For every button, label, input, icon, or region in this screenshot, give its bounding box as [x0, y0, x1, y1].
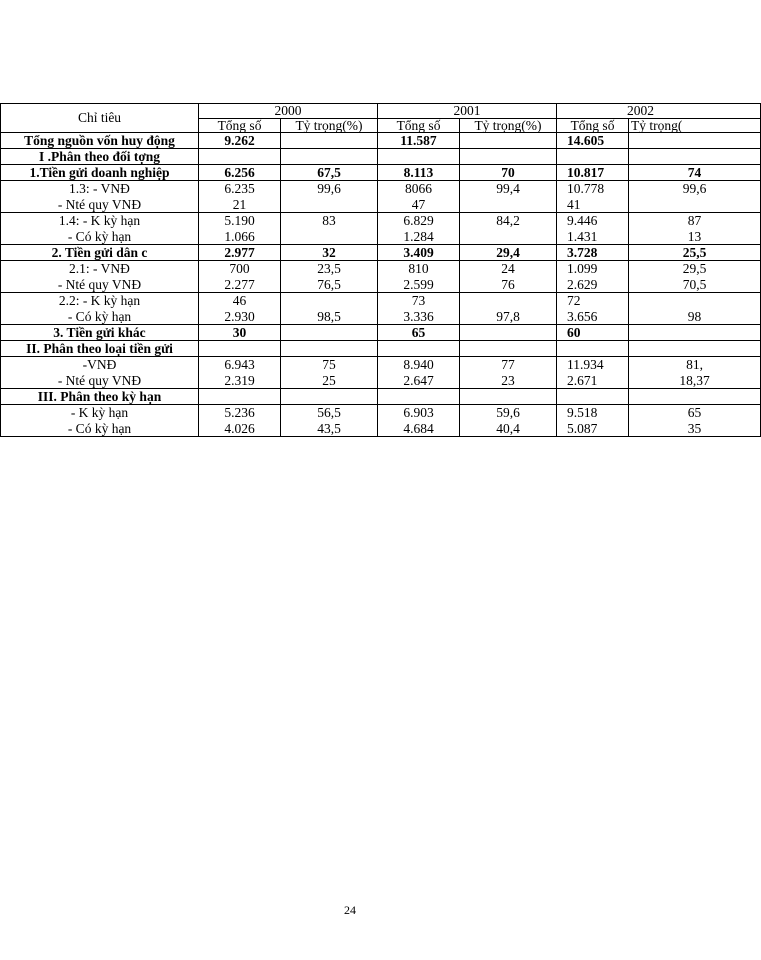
row-label: III. Phân theo kỳ hạn: [37, 389, 162, 404]
total-2002-value: 2.671: [567, 373, 598, 388]
page-number: 24: [344, 903, 356, 917]
share-2002-cell: [629, 357, 761, 389]
share-2002-cell: [629, 181, 761, 213]
row-label: -VNĐ: [82, 357, 117, 372]
share-2002-value: [631, 389, 758, 404]
total-2001-value: 8.113: [403, 165, 434, 180]
share-2000-value: 23,5: [317, 261, 341, 276]
row-label-cell: [1, 245, 199, 261]
total-2002-value: 9.518: [567, 405, 598, 420]
total-2001-cell: [378, 389, 460, 405]
row-label-cell: [1, 149, 199, 165]
share-2001-value: [462, 229, 554, 244]
share-2002-value: 13: [687, 229, 702, 244]
total-2000-value: 30: [232, 325, 247, 340]
share-2001-cell: [460, 181, 557, 213]
share-2002-cell: [629, 133, 761, 149]
total-2002-value: 14.605: [567, 133, 605, 148]
share-2002-cell: [629, 245, 761, 261]
total-2000-value: 700: [229, 261, 250, 276]
row-label: 2. Tiền gửi dân c: [51, 245, 148, 260]
row-label: 1.3: - VNĐ: [69, 181, 130, 196]
share-2000-cell: [281, 133, 378, 149]
total-2002-value: [567, 389, 626, 404]
share-2000-cell: [281, 325, 378, 341]
row-label: - Nté quy VNĐ: [57, 277, 142, 292]
total-2002-cell: [557, 181, 629, 213]
table-row: [1, 405, 761, 437]
share-2000-cell: [281, 245, 378, 261]
total-2000-value: 5.236: [224, 405, 255, 420]
total-2001-value: 65: [411, 325, 426, 340]
share-2002-value: 65: [687, 405, 702, 420]
total-2002-value: 3.728: [567, 245, 598, 260]
total-2000-value: 4.026: [224, 421, 255, 436]
total-2000-value: 2.930: [224, 309, 255, 324]
share-2002-cell: [629, 293, 761, 325]
total-2002-value: 5.087: [567, 421, 598, 436]
row-label: 2.2: - K kỳ hạn: [58, 293, 141, 308]
share-2001-value: [462, 197, 554, 212]
share-2001-value: 77: [501, 357, 515, 372]
share-2000-cell: [281, 405, 378, 437]
share-2001-value: [462, 149, 554, 164]
share-2002-value: 74: [687, 165, 702, 180]
share-2001-cell: [460, 213, 557, 245]
row-label: 1.4: - K kỳ hạn: [58, 213, 141, 228]
share-2000-value: [283, 197, 375, 212]
share-2001-value: 59,6: [496, 405, 520, 420]
total-2002-value: 10.778: [567, 181, 605, 196]
total-2000-cell: [199, 261, 281, 293]
share-2000-value: [283, 293, 375, 308]
total-2001-value: 3.336: [403, 309, 434, 324]
share-2000-cell: [281, 165, 378, 181]
total-2002-cell: [557, 245, 629, 261]
share-2001-cell: [460, 149, 557, 165]
table-row: [1, 149, 761, 165]
share-2000-cell: [281, 213, 378, 245]
row-label-cell: [1, 389, 199, 405]
table-row: [1, 261, 761, 293]
total-2002-value: 3.656: [567, 309, 598, 324]
total-2001-value: 2.647: [403, 373, 434, 388]
share-2002-value: [631, 133, 758, 148]
total-2001-value: 6.903: [403, 405, 434, 420]
total-2001-cell: [378, 293, 460, 325]
table-row: [1, 293, 761, 325]
total-2002-value: 10.817: [567, 165, 605, 180]
total-2000-cell: [199, 341, 281, 357]
row-label-cell: [1, 341, 199, 357]
table-row: [1, 245, 761, 261]
total-2002-cell: [557, 293, 629, 325]
share-2001-cell: [460, 325, 557, 341]
table-row: [1, 133, 761, 149]
total-2002-value: 2.629: [567, 277, 598, 292]
total-2001-cell: [378, 405, 460, 437]
total-2001-value: 11.587: [400, 133, 437, 148]
row-label: 1.Tiền gửi doanh nghiệp: [29, 165, 170, 180]
share-2001-value: [462, 325, 554, 340]
share-2001-value: [462, 133, 554, 148]
year-2001-header: 2001: [378, 104, 557, 119]
total-2002-cell: [557, 149, 629, 165]
share-header-2001: Tỷ trọng(%): [460, 118, 557, 133]
share-2001-cell: [460, 165, 557, 181]
share-2001-value: 24: [501, 261, 515, 276]
share-2001-value: 97,8: [496, 309, 520, 324]
total-header-2002: Tổng số: [557, 118, 629, 133]
total-2000-cell: [199, 405, 281, 437]
row-label-cell: [1, 165, 199, 181]
row-label: 3. Tiền gửi khác: [53, 325, 146, 340]
share-2002-value: [631, 325, 758, 340]
total-2002-cell: [557, 213, 629, 245]
share-header-2002: Tỷ trọng(: [629, 118, 761, 133]
total-2000-value: [201, 149, 278, 164]
total-2001-cell: [378, 149, 460, 165]
total-2002-value: [567, 341, 626, 356]
total-2000-cell: [199, 325, 281, 341]
share-2002-cell: [629, 341, 761, 357]
total-2002-value: 60: [567, 325, 581, 340]
total-2001-cell: [378, 181, 460, 213]
total-2000-cell: [199, 293, 281, 325]
share-2001-value: 76: [501, 277, 515, 292]
total-2000-cell: [199, 389, 281, 405]
share-2002-value: 70,5: [682, 277, 707, 292]
share-2001-cell: [460, 245, 557, 261]
share-2001-cell: [460, 133, 557, 149]
total-2002-cell: [557, 341, 629, 357]
share-2002-cell: [629, 405, 761, 437]
total-2001-value: 810: [408, 261, 429, 276]
share-2001-value: [462, 293, 554, 308]
total-2000-value: 1.066: [224, 229, 255, 244]
share-2000-value: 25: [322, 373, 336, 388]
row-label-cell: [1, 357, 199, 389]
total-2000-cell: [199, 165, 281, 181]
total-2001-value: 8.940: [403, 357, 434, 372]
share-2000-cell: [281, 181, 378, 213]
share-2000-cell: [281, 149, 378, 165]
share-2002-value: 29,5: [682, 261, 707, 276]
total-2002-cell: [557, 261, 629, 293]
row-label: Tổng nguồn vốn huy động: [24, 133, 175, 148]
year-2002-header: 2002: [557, 104, 761, 119]
total-2001-value: 8066: [405, 181, 432, 196]
total-2000-value: 9.262: [224, 133, 255, 148]
total-2002-cell: [557, 405, 629, 437]
total-2001-value: 1.284: [403, 229, 434, 244]
total-2001-cell: [378, 341, 460, 357]
share-2002-value: 99,6: [682, 181, 707, 196]
share-2000-cell: [281, 341, 378, 357]
share-2002-value: 25,5: [682, 245, 707, 260]
share-2000-value: 83: [322, 213, 336, 228]
share-2001-value: [462, 389, 554, 404]
total-2001-cell: [378, 357, 460, 389]
total-2000-value: 2.977: [224, 245, 255, 260]
share-2000-cell: [281, 357, 378, 389]
total-header-2001: Tổng số: [378, 118, 460, 133]
total-2000-value: 2.277: [224, 277, 255, 292]
total-2001-value: 3.409: [403, 245, 434, 260]
row-label: - Nté quy VNĐ: [57, 373, 142, 388]
row-label: II. Phân theo loại tiền gửi: [26, 341, 173, 356]
total-2000-value: 6.256: [224, 165, 255, 180]
total-2000-value: 6.235: [224, 181, 255, 196]
header-row-years: [1, 104, 761, 119]
row-label: - Nté quy VNĐ: [57, 197, 142, 212]
total-2000-cell: [199, 149, 281, 165]
total-2002-cell: [557, 165, 629, 181]
total-2000-value: 46: [232, 293, 247, 308]
share-2000-value: [283, 133, 375, 148]
row-label: - K kỳ hạn: [70, 405, 129, 420]
table-row: [1, 165, 761, 181]
share-2001-cell: [460, 357, 557, 389]
total-2000-value: 2.319: [224, 373, 255, 388]
total-2000-value: 21: [232, 197, 247, 212]
total-2001-value: [380, 341, 457, 356]
share-2000-value: 75: [322, 357, 336, 372]
share-2001-value: 29,4: [496, 245, 520, 260]
table-row: [1, 213, 761, 245]
total-2000-cell: [199, 181, 281, 213]
total-2002-value: 41: [567, 197, 581, 212]
share-2002-cell: [629, 165, 761, 181]
share-2000-value: [283, 325, 375, 340]
share-2000-value: 56,5: [317, 405, 341, 420]
share-2002-value: 81,: [686, 357, 703, 372]
table-row: [1, 181, 761, 213]
share-2002-value: [631, 197, 758, 212]
row-label-cell: [1, 405, 199, 437]
share-2002-value: 98: [687, 309, 702, 324]
table-row: [1, 341, 761, 357]
total-2002-value: 72: [567, 293, 581, 308]
total-2001-cell: [378, 325, 460, 341]
total-2000-cell: [199, 357, 281, 389]
year-2000-header: 2000: [199, 104, 378, 119]
row-label-cell: [1, 181, 199, 213]
row-label-cell: [1, 213, 199, 245]
total-2000-value: 5.190: [224, 213, 255, 228]
row-label: - Có kỳ hạn: [67, 229, 132, 244]
share-2000-value: 32: [322, 245, 336, 260]
total-2001-cell: [378, 133, 460, 149]
share-2001-value: [462, 341, 554, 356]
share-2000-value: [283, 389, 375, 404]
share-2002-cell: [629, 261, 761, 293]
share-2001-value: 23: [501, 373, 515, 388]
share-2000-value: [283, 149, 375, 164]
row-label-cell: [1, 293, 199, 325]
share-2001-cell: [460, 405, 557, 437]
share-2000-cell: [281, 293, 378, 325]
share-2000-cell: [281, 261, 378, 293]
total-header-2000: Tổng số: [199, 118, 281, 133]
share-2001-value: 40,4: [496, 421, 520, 436]
share-2002-cell: [629, 213, 761, 245]
share-2000-value: [283, 341, 375, 356]
total-2001-value: [380, 389, 457, 404]
total-2002-value: 9.446: [567, 213, 598, 228]
total-2001-cell: [378, 165, 460, 181]
share-2000-value: 98,5: [317, 309, 341, 324]
share-2002-value: 18,37: [679, 373, 710, 388]
total-2002-value: 1.099: [567, 261, 598, 276]
total-2002-value: 1.431: [567, 229, 598, 244]
total-2001-value: 47: [411, 197, 426, 212]
share-2000-cell: [281, 389, 378, 405]
total-2000-value: [201, 389, 278, 404]
total-2002-value: [567, 149, 626, 164]
share-2000-value: [283, 229, 375, 244]
row-label: - Có kỳ hạn: [67, 309, 132, 324]
total-2000-cell: [199, 245, 281, 261]
share-2000-value: 43,5: [317, 421, 341, 436]
share-2001-cell: [460, 389, 557, 405]
share-2002-cell: [629, 325, 761, 341]
share-2001-value: 70: [501, 165, 515, 180]
table-row: [1, 325, 761, 341]
share-2001-value: 99,4: [496, 181, 520, 196]
share-2002-cell: [629, 389, 761, 405]
share-2000-value: 67,5: [317, 165, 341, 180]
total-2000-cell: [199, 133, 281, 149]
total-2002-cell: [557, 357, 629, 389]
share-2001-cell: [460, 341, 557, 357]
share-2000-value: 99,6: [317, 181, 341, 196]
share-2002-value: [631, 293, 758, 308]
deposit-table-wrapper: [0, 103, 710, 438]
share-2000-value: 76,5: [317, 277, 341, 292]
total-2001-value: 6.829: [403, 213, 434, 228]
table-row: [1, 357, 761, 389]
total-2001-cell: [378, 245, 460, 261]
total-2001-cell: [378, 213, 460, 245]
total-2001-value: 73: [411, 293, 426, 308]
share-2001-cell: [460, 293, 557, 325]
total-2002-cell: [557, 389, 629, 405]
capital-mobilization-table: [0, 103, 761, 437]
share-2002-value: [631, 149, 758, 164]
table-row: [1, 389, 761, 405]
total-2002-value: 11.934: [567, 357, 604, 372]
share-2002-cell: [629, 149, 761, 165]
total-2000-value: 6.943: [224, 357, 255, 372]
total-2000-cell: [199, 213, 281, 245]
share-2001-value: 84,2: [496, 213, 520, 228]
total-2001-cell: [378, 261, 460, 293]
total-2002-cell: [557, 325, 629, 341]
row-label: I .Phân theo đối tợng: [38, 149, 161, 164]
share-header-2000: Tỷ trọng(%): [281, 118, 378, 133]
total-2000-value: [201, 341, 278, 356]
total-2001-value: 4.684: [403, 421, 434, 436]
total-2001-value: [380, 149, 457, 164]
share-2002-value: 35: [687, 421, 702, 436]
row-label: - Có kỳ hạn: [67, 421, 132, 436]
share-2002-value: 87: [687, 213, 702, 228]
row-label-cell: [1, 261, 199, 293]
total-2002-cell: [557, 133, 629, 149]
row-label-cell: [1, 325, 199, 341]
indicator-header: Chỉ tiêu: [1, 104, 199, 133]
table-body: [1, 133, 761, 437]
row-label: 2.1: - VNĐ: [69, 261, 130, 276]
share-2001-cell: [460, 261, 557, 293]
share-2002-value: [631, 341, 758, 356]
total-2001-value: 2.599: [403, 277, 434, 292]
row-label-cell: [1, 133, 199, 149]
